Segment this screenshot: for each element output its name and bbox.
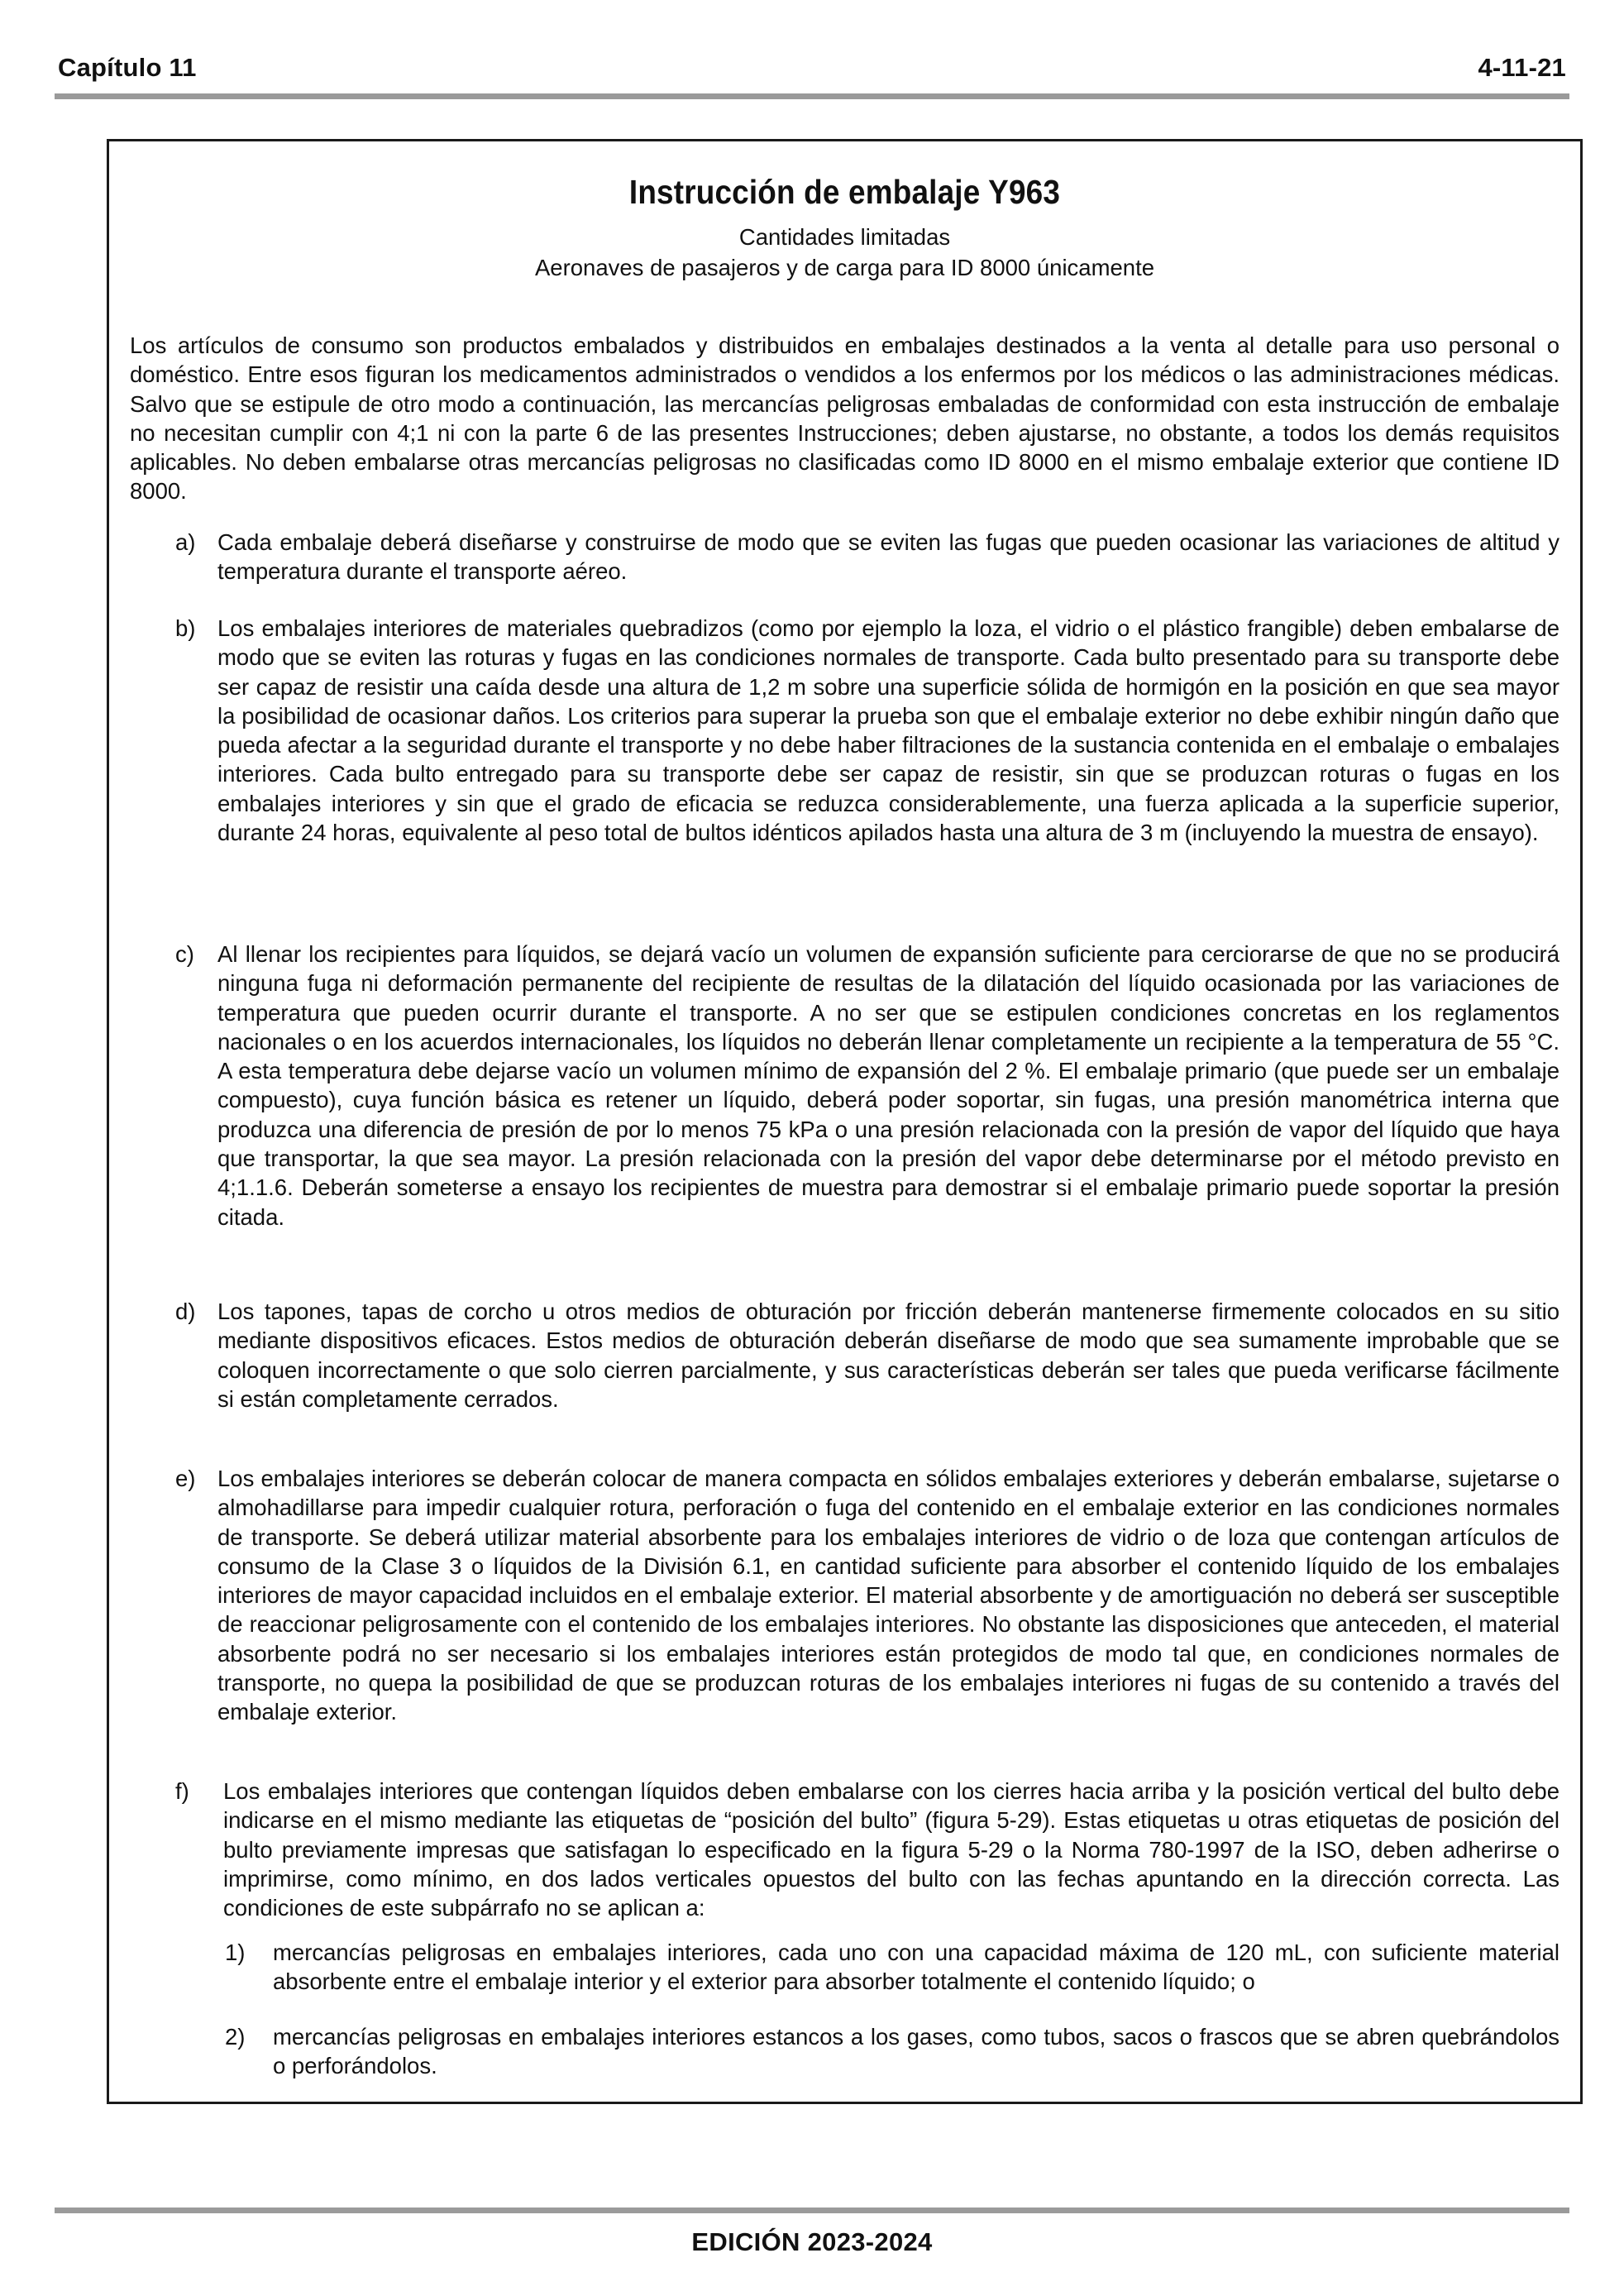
- list-item-text: Al llenar los recipientes para líquidos, se dejará vacío un volumen de expansión suficiente para cerciorarse de que no se producirá ninguna fuga ni deformación permanente del recipiente de resultas de la dilatación del líquido ocasionada por las variaciones de temperatura que pueden ocurrir durante el transporte. A no ser que se estipulen condiciones concretas en los reglamentos nacionales o en los acuerdos internacionales, los líquidos no deberán llenar completamente un recipiente a la temperatura de 55 °C. A esta temperatura debe dejarse vacío un volumen mínimo de expansión del 2 %. El embalaje primario (que puede ser un embalaje compuesto), cuya función básica es retener un líquido, deberá poder soportar, sin fugas, una presión manométrica interna que produzca una diferencia de presión de por lo menos 75 kPa o una presión relacionada con la presión de vapor del líquido que haya que transportar, la que sea mayor. La presión relacionada con la presión del vapor debe determinarse por el método previsto en 4;1.1.6. Deberán someterse a ensayo los recipientes de muestra para demostrar si el embalaje primario puede soportar la presión citada.: [217, 941, 1560, 1230]
- page-header: [55, 48, 1569, 89]
- list-item-text: Los embalajes interiores que contengan líquidos deben embalarse con los cierres hacia arriba y la posición vertical del bulto debe indicarse en el mismo mediante las etiquetas de “posición del bulto” (figura 5-29). Estas etiquetas u otras etiquetas de posición del bulto previamente impresas que satisfagan lo especificado en la figura 5-29 o la Norma 780-1997 de la ISO, deben adherirse o imprimirse, como mínimo, en dos lados verticales opuestos del bulto con las fechas apuntando en la dirección correcta. Las condiciones de este subpárrafo no se aplican a:: [223, 1778, 1560, 1921]
- list-item-marker: f): [175, 1778, 189, 1804]
- instruction-title: Instrucción de embalaje Y963: [628, 173, 1061, 211]
- header-divider: [55, 93, 1569, 99]
- list-item-marker: c): [175, 941, 194, 967]
- footer-divider: [55, 2208, 1569, 2213]
- chapter-label: Capítulo 11: [58, 53, 197, 82]
- list-item-text: Los embalajes interiores de materiales quebradizos (como por ejemplo la loza, el vidrio o el plástico frangible) deben embalarse de modo que se eviten las roturas y fugas en las condiciones normales de transporte. Cada bulto presentado para su transporte debe ser capaz de resistir una caída desde una altura de 1,2 m sobre una superficie sólida de hormigón en la posición en que sea mayor la posibilidad de ocasionar daños. Los criterios para superar la prueba son que el embalaje exterior no debe exhibir ningún daño que pueda afectar a la seguridad durante el transporte y no debe haber filtraciones de la sustancia contenida en el embalaje o embalajes interiores. Cada bulto entregado para su transporte debe ser capaz de resistir, sin que se produzcan roturas o fugas en los embalajes interiores y sin que el grado de eficacia se reduzca considerablemente, una fuerza aplicada a la superficie superior, durante 24 horas, equivalente al peso total de bultos idénticos apilados hasta una altura de 3 m (incluyendo la muestra de ensayo).: [217, 615, 1560, 846]
- edition-label: EDICIÓN 2023-2024: [691, 2227, 933, 2256]
- instruction-scope: Aeronaves de pasajeros y de carga para ID 8000 únicamente: [534, 255, 1155, 280]
- instruction-subtitle: Cantidades limitadas: [738, 224, 951, 250]
- list-item-text: Los embalajes interiores se deberán colocar de manera compacta en sólidos embalajes exteriores y deberán embalarse, sujetarse o almohadillarse para impedir cualquier rotura, perforación o fuga del contenido en el embalaje exterior en las condiciones normales de transporte. Se deberá utilizar material absorbente para los embalajes interiores de vidrio o de loza que contengan artículos de consumo de la Clase 3 o líquidos de la División 6.1, en cantidad suficiente para absorber el contenido líquido de los embalajes interiores de mayor capacidad incluidos en el embalaje exterior. El material absorbente y de amortiguación no deberá ser susceptible de reaccionar peligrosamente con el contenido de los embalajes interiores. No obstante las disposiciones que anteceden, el material absorbente podrá no ser necesario si los embalajes interiores están protegidos de modo tal que, en condiciones normales de transporte, no quepa la posibilidad de que se produzcan roturas de los embalajes interiores ni fugas de su contenido a través del embalaje exterior.: [217, 1466, 1560, 1725]
- sub-list-item-text: mercancías peligrosas en embalajes interiores estancos a los gases, como tubos, sacos o frascos que se abren quebrándolos o perforándolos.: [273, 2024, 1560, 2079]
- list-item-text: Los tapones, tapas de corcho u otros medios de obturación por fricción deberán mantenerse firmemente colocados en su sitio mediante dispositivos eficaces. Estos medios de obturación deberán diseñarse de modo que sea sumamente improbable que se coloquen incorrectamente o que solo cierren parcialmente, y sus características deberán ser tales que pueda verificarse fácilmente si están completamente cerrados.: [217, 1299, 1560, 1412]
- list-item-marker: d): [175, 1299, 196, 1324]
- sub-list-item-text: mercancías peligrosas en embalajes interiores, cada uno con una capacidad máxima de 120 mL, con suficiente material absorbente entre el embalaje interior y el exterior para absorber totalmente el contenido líquido; o: [273, 1940, 1560, 1995]
- list-item-marker: a): [175, 529, 196, 555]
- sub-list-item-marker: 1): [225, 1940, 246, 1965]
- packing-instruction-box: [107, 139, 1583, 2104]
- page-number: 4-11-21: [1478, 53, 1566, 82]
- list-item-marker: e): [175, 1466, 196, 1491]
- list-item-marker: b): [175, 615, 196, 641]
- sub-list-item-marker: 2): [225, 2024, 246, 2050]
- intro-paragraph: Los artículos de consumo son productos embalados y distribuidos en embalajes destinados a la venta al detalle para uso personal o doméstico. Entre esos figuran los medicamentos administrados o vendidos a los enfermos por los médicos o las administraciones médicas. Salvo que se estipule de otro modo a continuación, las mercancías peligrosas embaladas de conformidad con esta instrucción de embalaje no necesitan cumplir con 4;1 ni con la parte 6 de las presentes Instrucciones; deben ajustarse, no obstante, a todos los demás requisitos aplicables. No deben embalarse otras mercancías peligrosas no clasificadas como ID 8000 en el mismo embalaje exterior que contiene ID 8000.: [130, 332, 1560, 505]
- list-item-text: Cada embalaje deberá diseñarse y construirse de modo que se eviten las fugas que pueden ocasionar las variaciones de altitud y temperatura durante el transporte aéreo.: [217, 529, 1560, 585]
